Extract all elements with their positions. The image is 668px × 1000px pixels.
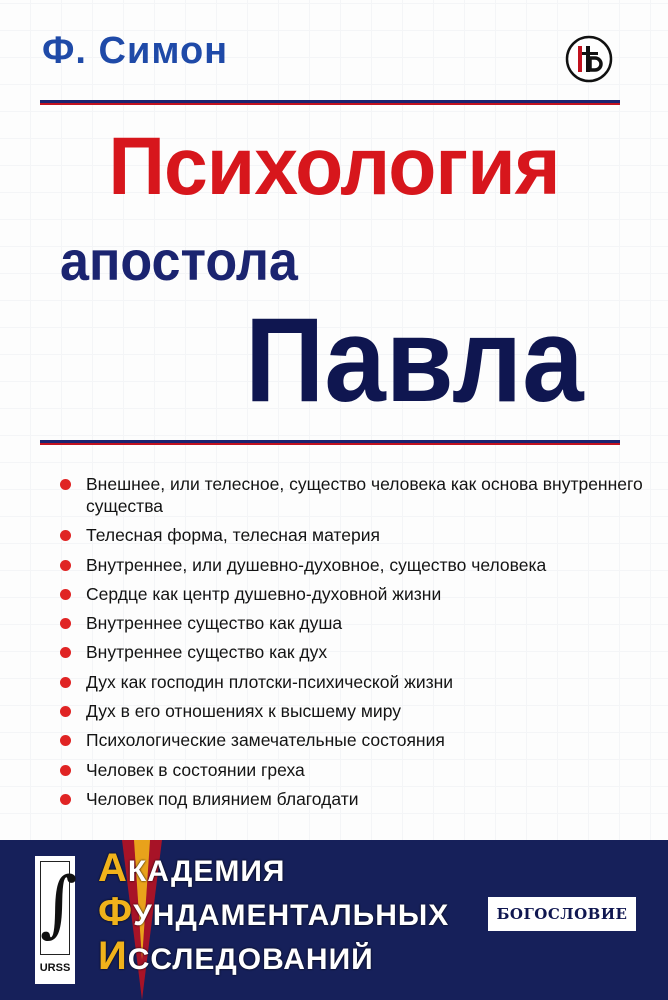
list-item bbox=[60, 524, 645, 546]
topic-text: Внутреннее, или душевно-духовное, существо человека bbox=[86, 554, 547, 575]
series-line-3: ИССЛЕДОВАНИЙ bbox=[98, 934, 374, 978]
topic-text: Человек в состоянии греха bbox=[86, 759, 305, 780]
bullet-icon bbox=[60, 706, 71, 717]
topic-text: Внутреннее существо как душа bbox=[86, 613, 343, 634]
bullet-icon bbox=[60, 530, 71, 541]
title-line-2: апостола bbox=[60, 229, 298, 292]
topic-text: Внешнее, или телесное, существо человека как основа внутреннего существа bbox=[86, 474, 643, 516]
list-item bbox=[60, 583, 645, 605]
bullet-icon bbox=[60, 589, 71, 600]
list-item bbox=[60, 700, 645, 722]
topic-text: Телесная форма, телесная материя bbox=[86, 525, 380, 546]
topic-list bbox=[60, 473, 645, 817]
series-line-2: ФУНДАМЕНТАЛЬНЫХ bbox=[98, 890, 450, 934]
series-line-1: АКАДЕМИЯ bbox=[98, 846, 286, 890]
bullet-icon bbox=[60, 479, 71, 490]
topic-text: Сердце как центр душевно-духовной жизни bbox=[86, 583, 442, 604]
topic-text: Психологические замечательные состояния bbox=[86, 730, 445, 751]
bullet-icon bbox=[60, 560, 71, 571]
bullet-icon bbox=[60, 735, 71, 746]
bullet-icon bbox=[60, 765, 71, 776]
bullet-icon bbox=[60, 647, 71, 658]
lib-logo-icon bbox=[565, 35, 613, 83]
author-name: Ф. Симон bbox=[42, 30, 229, 72]
list-item bbox=[60, 554, 645, 576]
list-item bbox=[60, 759, 645, 781]
publisher-label: URSS bbox=[39, 962, 71, 974]
topic-text: Человек под влиянием благодати bbox=[86, 788, 359, 809]
list-item bbox=[60, 671, 645, 693]
list-item bbox=[60, 641, 645, 663]
title-line-1: Психология bbox=[108, 121, 560, 212]
list-item bbox=[60, 788, 645, 810]
bullet-icon bbox=[60, 618, 71, 629]
topic-text: Дух в его отношениях к высшему миру bbox=[86, 701, 401, 722]
divider-bottom bbox=[40, 440, 620, 445]
bullet-icon bbox=[60, 794, 71, 805]
subject-badge: БОГОСЛОВИЕ bbox=[488, 897, 636, 931]
topic-text: Внутреннее существо как дух bbox=[86, 642, 328, 663]
urss-emblem bbox=[35, 856, 78, 984]
list-item bbox=[60, 729, 645, 751]
list-item bbox=[60, 612, 645, 634]
topic-text: Дух как господин плотски-психической жизни bbox=[86, 671, 454, 692]
list-item bbox=[60, 473, 645, 517]
bullet-icon bbox=[60, 677, 71, 688]
title-line-3: Павла bbox=[245, 293, 584, 427]
series-title bbox=[98, 848, 449, 980]
divider-top bbox=[40, 100, 620, 105]
urss-s-icon: ∫ bbox=[40, 861, 78, 945]
